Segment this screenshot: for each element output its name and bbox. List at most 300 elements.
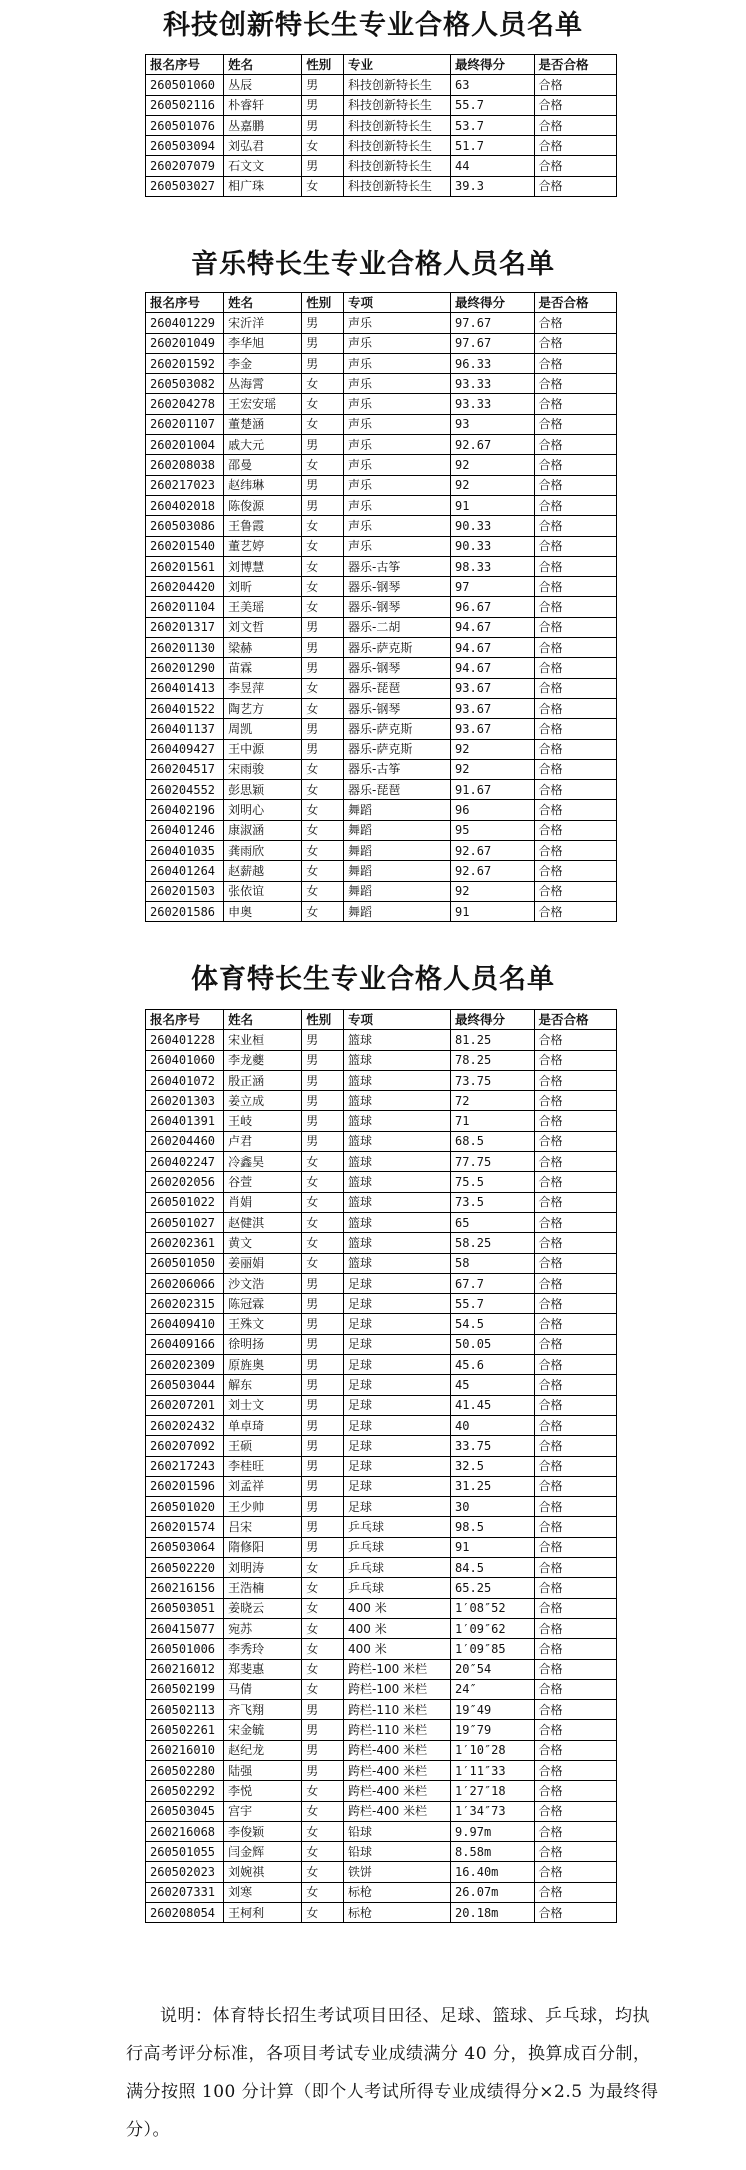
table-cell: 黄文 bbox=[224, 1233, 302, 1253]
table-cell: 石文文 bbox=[224, 156, 302, 176]
table-cell: 260201049 bbox=[146, 333, 224, 353]
table-row bbox=[146, 1192, 617, 1212]
table-cell: 宋业桓 bbox=[224, 1030, 302, 1050]
table-cell: 女 bbox=[302, 1639, 344, 1659]
table-cell: 260503045 bbox=[146, 1801, 224, 1821]
table-cell: 32.5 bbox=[451, 1456, 534, 1476]
tech-title: 科技创新特长生专业合格人员名单 bbox=[163, 10, 583, 41]
table-cell: 刘文哲 bbox=[224, 617, 302, 637]
table-row bbox=[146, 1760, 617, 1780]
table-cell: 男 bbox=[302, 1111, 344, 1131]
table-cell: 40 bbox=[451, 1415, 534, 1435]
table-cell: 260402196 bbox=[146, 800, 224, 820]
table-row bbox=[146, 1131, 617, 1151]
table-cell: 原旌奥 bbox=[224, 1355, 302, 1375]
table-cell: 合格 bbox=[534, 1639, 616, 1659]
table-cell: 跨栏-100 米栏 bbox=[344, 1679, 451, 1699]
table-cell: 92 bbox=[451, 455, 534, 475]
table-cell: 男 bbox=[302, 1415, 344, 1435]
table-cell: 合格 bbox=[534, 1720, 616, 1740]
table-row bbox=[146, 638, 617, 658]
table-cell: 9.97m bbox=[451, 1821, 534, 1841]
table-cell: 女 bbox=[302, 820, 344, 840]
column-header: 性别 bbox=[302, 55, 344, 75]
table-cell: 260201303 bbox=[146, 1091, 224, 1111]
table-cell: 合格 bbox=[534, 820, 616, 840]
column-header: 专项 bbox=[344, 293, 451, 313]
table-cell: 260409410 bbox=[146, 1314, 224, 1334]
table-cell: 单卓琦 bbox=[224, 1415, 302, 1435]
table-row bbox=[146, 156, 617, 176]
table-cell: 20.18m bbox=[451, 1903, 534, 1923]
table-row bbox=[146, 698, 617, 718]
table-cell: 男 bbox=[302, 1517, 344, 1537]
table-row bbox=[146, 719, 617, 739]
table-row bbox=[146, 1436, 617, 1456]
table-cell: 姜丽娟 bbox=[224, 1253, 302, 1273]
table-cell: 申奥 bbox=[224, 901, 302, 921]
table-row bbox=[146, 1618, 617, 1638]
table-cell: 董艺婷 bbox=[224, 536, 302, 556]
table-row bbox=[146, 1700, 617, 1720]
table-cell: 合格 bbox=[534, 1294, 616, 1314]
table-cell: 王少帅 bbox=[224, 1497, 302, 1517]
table-cell: 260201104 bbox=[146, 597, 224, 617]
table-cell: 72 bbox=[451, 1091, 534, 1111]
table-cell: 合格 bbox=[534, 861, 616, 881]
table-cell: 260401060 bbox=[146, 1050, 224, 1070]
table-cell: 男 bbox=[302, 1050, 344, 1070]
table-cell: 260216012 bbox=[146, 1659, 224, 1679]
table-cell: 男 bbox=[302, 638, 344, 658]
table-cell: 54.5 bbox=[451, 1314, 534, 1334]
table-cell: 篮球 bbox=[344, 1152, 451, 1172]
table-cell: 器乐-钢琴 bbox=[344, 658, 451, 678]
table-cell: 合格 bbox=[534, 95, 616, 115]
table-cell: 260401228 bbox=[146, 1030, 224, 1050]
table-cell: 260415077 bbox=[146, 1618, 224, 1638]
table-cell: 足球 bbox=[344, 1273, 451, 1293]
table-cell: 女 bbox=[302, 176, 344, 196]
table-cell: 女 bbox=[302, 455, 344, 475]
table-cell: 声乐 bbox=[344, 353, 451, 373]
table-cell: 94.67 bbox=[451, 638, 534, 658]
table-cell: 合格 bbox=[534, 75, 616, 95]
table-row bbox=[146, 597, 617, 617]
sports-section bbox=[0, 960, 746, 1923]
table-row bbox=[146, 1578, 617, 1598]
table-row bbox=[146, 1882, 617, 1902]
table-row bbox=[146, 1598, 617, 1618]
table-cell: 260501022 bbox=[146, 1192, 224, 1212]
table-cell: 器乐-钢琴 bbox=[344, 577, 451, 597]
table-cell: 器乐-琵琶 bbox=[344, 780, 451, 800]
table-cell: 19″49 bbox=[451, 1700, 534, 1720]
table-cell: 足球 bbox=[344, 1314, 451, 1334]
table-row bbox=[146, 1334, 617, 1354]
table-cell: 合格 bbox=[534, 1558, 616, 1578]
table-row bbox=[146, 353, 617, 373]
table-row bbox=[146, 901, 617, 921]
table-cell: 声乐 bbox=[344, 435, 451, 455]
table-cell: 合格 bbox=[534, 1050, 616, 1070]
table-cell: 肖娟 bbox=[224, 1192, 302, 1212]
table-cell: 260208054 bbox=[146, 1903, 224, 1923]
table-cell: 女 bbox=[302, 136, 344, 156]
table-cell: 260201107 bbox=[146, 414, 224, 434]
table-row bbox=[146, 1030, 617, 1050]
table-cell: 260501060 bbox=[146, 75, 224, 95]
table-cell: 合格 bbox=[534, 1842, 616, 1862]
column-header: 姓名 bbox=[224, 55, 302, 75]
table-cell: 260202361 bbox=[146, 1233, 224, 1253]
table-row bbox=[146, 1801, 617, 1821]
table-cell: 260502261 bbox=[146, 1720, 224, 1740]
table-row bbox=[146, 455, 617, 475]
table-cell: 邵曼 bbox=[224, 455, 302, 475]
table-row bbox=[146, 1253, 617, 1273]
table-cell: 男 bbox=[302, 353, 344, 373]
table-cell: 合格 bbox=[534, 1273, 616, 1293]
table-cell: 1′08″52 bbox=[451, 1598, 534, 1618]
table-cell: 260216156 bbox=[146, 1578, 224, 1598]
table-cell: 260503082 bbox=[146, 374, 224, 394]
table-cell: 合格 bbox=[534, 800, 616, 820]
music-section bbox=[0, 245, 746, 922]
table-cell: 92 bbox=[451, 881, 534, 901]
table-cell: 260201586 bbox=[146, 901, 224, 921]
table-row bbox=[146, 678, 617, 698]
table-row bbox=[146, 1172, 617, 1192]
table-row bbox=[146, 617, 617, 637]
table-cell: 李昱萍 bbox=[224, 678, 302, 698]
table-cell: 1′09″62 bbox=[451, 1618, 534, 1638]
table-cell: 赵薪越 bbox=[224, 861, 302, 881]
table-cell: 女 bbox=[302, 698, 344, 718]
table-cell: 跨栏-400 米栏 bbox=[344, 1760, 451, 1780]
table-row bbox=[146, 759, 617, 779]
table-cell: 71 bbox=[451, 1111, 534, 1131]
table-cell: 65 bbox=[451, 1212, 534, 1232]
table-cell: 铅球 bbox=[344, 1842, 451, 1862]
table-cell: 合格 bbox=[534, 156, 616, 176]
table-cell: 合格 bbox=[534, 1598, 616, 1618]
table-cell: 41.45 bbox=[451, 1395, 534, 1415]
table-cell: 王美瑶 bbox=[224, 597, 302, 617]
table-row bbox=[146, 1375, 617, 1395]
table-cell: 合格 bbox=[534, 136, 616, 156]
table-cell: 闫金辉 bbox=[224, 1842, 302, 1862]
table-cell: 男 bbox=[302, 617, 344, 637]
table-cell: 舞蹈 bbox=[344, 800, 451, 820]
table-cell: 器乐-古筝 bbox=[344, 556, 451, 576]
table-cell: 260202309 bbox=[146, 1355, 224, 1375]
table-cell: 93.67 bbox=[451, 698, 534, 718]
table-cell: 260201561 bbox=[146, 556, 224, 576]
table-cell: 20″54 bbox=[451, 1659, 534, 1679]
table-cell: 女 bbox=[302, 1659, 344, 1679]
table-cell: 标枪 bbox=[344, 1882, 451, 1902]
table-cell: 91 bbox=[451, 901, 534, 921]
table-cell: 96.67 bbox=[451, 597, 534, 617]
table-cell: 260401035 bbox=[146, 841, 224, 861]
table-cell: 女 bbox=[302, 861, 344, 881]
table-cell: 合格 bbox=[534, 881, 616, 901]
table-cell: 92 bbox=[451, 759, 534, 779]
table-cell: 98.5 bbox=[451, 1517, 534, 1537]
table-cell: 篮球 bbox=[344, 1131, 451, 1151]
table-cell: 合格 bbox=[534, 1415, 616, 1435]
table-cell: 260204517 bbox=[146, 759, 224, 779]
tech-table bbox=[145, 54, 617, 197]
table-cell: 王硕 bbox=[224, 1436, 302, 1456]
table-cell: 男 bbox=[302, 1476, 344, 1496]
table-cell: 1′10″28 bbox=[451, 1740, 534, 1760]
table-row bbox=[146, 1355, 617, 1375]
table-cell: 舞蹈 bbox=[344, 881, 451, 901]
table-cell: 合格 bbox=[534, 1375, 616, 1395]
table-cell: 合格 bbox=[534, 495, 616, 515]
table-cell: 合格 bbox=[534, 516, 616, 536]
table-cell: 声乐 bbox=[344, 374, 451, 394]
table-cell: 91 bbox=[451, 495, 534, 515]
table-cell: 78.25 bbox=[451, 1050, 534, 1070]
table-cell: 260201540 bbox=[146, 536, 224, 556]
table-cell: 400 米 bbox=[344, 1639, 451, 1659]
table-cell: 女 bbox=[302, 1578, 344, 1598]
table-cell: 男 bbox=[302, 435, 344, 455]
table-cell: 周凯 bbox=[224, 719, 302, 739]
table-cell: 器乐-萨克斯 bbox=[344, 638, 451, 658]
table-cell: 篮球 bbox=[344, 1253, 451, 1273]
table-cell: 合格 bbox=[534, 1172, 616, 1192]
table-cell: 姜立成 bbox=[224, 1091, 302, 1111]
table-cell: 相广珠 bbox=[224, 176, 302, 196]
table-cell: 92.67 bbox=[451, 861, 534, 881]
table-cell: 63 bbox=[451, 75, 534, 95]
table-cell: 篮球 bbox=[344, 1192, 451, 1212]
table-cell: 彭思颖 bbox=[224, 780, 302, 800]
table-cell: 合格 bbox=[534, 1111, 616, 1131]
table-cell: 合格 bbox=[534, 1760, 616, 1780]
table-cell: 84.5 bbox=[451, 1558, 534, 1578]
table-cell: 铅球 bbox=[344, 1821, 451, 1841]
table-row bbox=[146, 1111, 617, 1131]
table-row bbox=[146, 475, 617, 495]
table-cell: 宋雨骏 bbox=[224, 759, 302, 779]
table-cell: 260201574 bbox=[146, 1517, 224, 1537]
table-cell: 260502116 bbox=[146, 95, 224, 115]
table-row bbox=[146, 1050, 617, 1070]
table-cell: 合格 bbox=[534, 394, 616, 414]
table-row bbox=[146, 1781, 617, 1801]
table-cell: 王鲁霞 bbox=[224, 516, 302, 536]
table-cell: 260401137 bbox=[146, 719, 224, 739]
table-row bbox=[146, 1537, 617, 1557]
table-cell: 刘士文 bbox=[224, 1395, 302, 1415]
table-cell: 女 bbox=[302, 881, 344, 901]
table-cell: 260201503 bbox=[146, 881, 224, 901]
table-cell: 谷萱 bbox=[224, 1172, 302, 1192]
table-cell: 男 bbox=[302, 1131, 344, 1151]
table-row bbox=[146, 1497, 617, 1517]
table-cell: 王殊文 bbox=[224, 1314, 302, 1334]
table-cell: 舞蹈 bbox=[344, 901, 451, 921]
table-cell: 260201130 bbox=[146, 638, 224, 658]
table-cell: 45 bbox=[451, 1375, 534, 1395]
table-cell: 宋沂洋 bbox=[224, 313, 302, 333]
table-row bbox=[146, 658, 617, 678]
table-cell: 声乐 bbox=[344, 333, 451, 353]
column-header: 报名序号 bbox=[146, 55, 224, 75]
table-cell: 50.05 bbox=[451, 1334, 534, 1354]
table-row bbox=[146, 780, 617, 800]
table-cell: 女 bbox=[302, 1862, 344, 1882]
table-cell: 合格 bbox=[534, 1253, 616, 1273]
table-cell: 91 bbox=[451, 1537, 534, 1557]
table-cell: 19″79 bbox=[451, 1720, 534, 1740]
table-cell: 男 bbox=[302, 1375, 344, 1395]
table-cell: 合格 bbox=[534, 1436, 616, 1456]
table-cell: 男 bbox=[302, 1091, 344, 1111]
table-cell: 徐明扬 bbox=[224, 1334, 302, 1354]
table-cell: 68.5 bbox=[451, 1131, 534, 1151]
table-cell: 篮球 bbox=[344, 1233, 451, 1253]
table-row bbox=[146, 577, 617, 597]
table-cell: 宛苏 bbox=[224, 1618, 302, 1638]
table-cell: 31.25 bbox=[451, 1476, 534, 1496]
table-cell: 1′34″73 bbox=[451, 1801, 534, 1821]
table-cell: 女 bbox=[302, 1821, 344, 1841]
table-cell: 王中源 bbox=[224, 739, 302, 759]
table-cell: 90.33 bbox=[451, 516, 534, 536]
table-row bbox=[146, 1659, 617, 1679]
table-cell: 丛辰 bbox=[224, 75, 302, 95]
table-cell: 男 bbox=[302, 1700, 344, 1720]
table-row bbox=[146, 1842, 617, 1862]
table-cell: 260402247 bbox=[146, 1152, 224, 1172]
table-cell: 合格 bbox=[534, 1821, 616, 1841]
table-cell: 女 bbox=[302, 1558, 344, 1578]
table-cell: 男 bbox=[302, 1030, 344, 1050]
table-cell: 45.6 bbox=[451, 1355, 534, 1375]
table-cell: 跨栏-100 米栏 bbox=[344, 1659, 451, 1679]
table-row bbox=[146, 841, 617, 861]
table-row bbox=[146, 313, 617, 333]
table-cell: 女 bbox=[302, 536, 344, 556]
table-cell: 陆强 bbox=[224, 1760, 302, 1780]
table-cell: 260208038 bbox=[146, 455, 224, 475]
table-cell: 女 bbox=[302, 678, 344, 698]
table-cell: 260216010 bbox=[146, 1740, 224, 1760]
table-cell: 260502292 bbox=[146, 1781, 224, 1801]
table-cell: 男 bbox=[302, 1355, 344, 1375]
table-cell: 77.75 bbox=[451, 1152, 534, 1172]
table-header-row bbox=[146, 293, 617, 313]
table-cell: 260204552 bbox=[146, 780, 224, 800]
table-cell: 篮球 bbox=[344, 1111, 451, 1131]
table-row bbox=[146, 516, 617, 536]
table-cell: 合格 bbox=[534, 536, 616, 556]
table-row bbox=[146, 394, 617, 414]
table-cell: 女 bbox=[302, 1233, 344, 1253]
table-cell: 260202315 bbox=[146, 1294, 224, 1314]
table-cell: 声乐 bbox=[344, 414, 451, 434]
table-row bbox=[146, 374, 617, 394]
table-row bbox=[146, 1233, 617, 1253]
table-cell: 260401391 bbox=[146, 1111, 224, 1131]
column-header: 是否合格 bbox=[534, 293, 616, 313]
table-cell: 合格 bbox=[534, 115, 616, 135]
table-cell: 合格 bbox=[534, 1537, 616, 1557]
table-row bbox=[146, 435, 617, 455]
table-cell: 94.67 bbox=[451, 658, 534, 678]
table-cell: 跨栏-110 米栏 bbox=[344, 1720, 451, 1740]
table-cell: 男 bbox=[302, 1314, 344, 1334]
table-row bbox=[146, 881, 617, 901]
table-cell: 合格 bbox=[534, 455, 616, 475]
table-row bbox=[146, 495, 617, 515]
column-header: 姓名 bbox=[224, 1010, 302, 1030]
table-cell: 55.7 bbox=[451, 95, 534, 115]
table-cell: 女 bbox=[302, 1172, 344, 1192]
table-cell: 合格 bbox=[534, 1233, 616, 1253]
table-cell: 男 bbox=[302, 739, 344, 759]
table-cell: 标枪 bbox=[344, 1903, 451, 1923]
table-cell: 260503044 bbox=[146, 1375, 224, 1395]
table-cell: 李华旭 bbox=[224, 333, 302, 353]
table-cell: 33.75 bbox=[451, 1436, 534, 1456]
table-cell: 260201596 bbox=[146, 1476, 224, 1496]
table-cell: 合格 bbox=[534, 176, 616, 196]
table-cell: 声乐 bbox=[344, 536, 451, 556]
table-cell: 合格 bbox=[534, 1456, 616, 1476]
table-cell: 足球 bbox=[344, 1395, 451, 1415]
table-cell: 苗霖 bbox=[224, 658, 302, 678]
table-cell: 篮球 bbox=[344, 1091, 451, 1111]
table-cell: 女 bbox=[302, 1598, 344, 1618]
table-cell: 260503094 bbox=[146, 136, 224, 156]
table-cell: 女 bbox=[302, 759, 344, 779]
table-cell: 李俊颖 bbox=[224, 1821, 302, 1841]
table-cell: 男 bbox=[302, 475, 344, 495]
sports-title: 体育特长生专业合格人员名单 bbox=[191, 964, 555, 995]
table-cell: 合格 bbox=[534, 475, 616, 495]
table-cell: 260402018 bbox=[146, 495, 224, 515]
table-row bbox=[146, 1212, 617, 1232]
table-cell: 98.33 bbox=[451, 556, 534, 576]
table-cell: 赵纪龙 bbox=[224, 1740, 302, 1760]
table-row bbox=[146, 800, 617, 820]
table-cell: 58.25 bbox=[451, 1233, 534, 1253]
table-cell: 55.7 bbox=[451, 1294, 534, 1314]
table-cell: 260202056 bbox=[146, 1172, 224, 1192]
table-row bbox=[146, 820, 617, 840]
table-cell: 260206066 bbox=[146, 1273, 224, 1293]
table-cell: 丛嘉鹏 bbox=[224, 115, 302, 135]
table-cell: 器乐-琵琶 bbox=[344, 678, 451, 698]
table-cell: 女 bbox=[302, 901, 344, 921]
table-cell: 吕宋 bbox=[224, 1517, 302, 1537]
column-header: 姓名 bbox=[224, 293, 302, 313]
table-cell: 赵健淇 bbox=[224, 1212, 302, 1232]
table-cell: 科技创新特长生 bbox=[344, 95, 451, 115]
table-row bbox=[146, 1395, 617, 1415]
table-cell: 合格 bbox=[534, 698, 616, 718]
table-cell: 器乐-二胡 bbox=[344, 617, 451, 637]
table-cell: 王柯利 bbox=[224, 1903, 302, 1923]
table-cell: 93 bbox=[451, 414, 534, 434]
